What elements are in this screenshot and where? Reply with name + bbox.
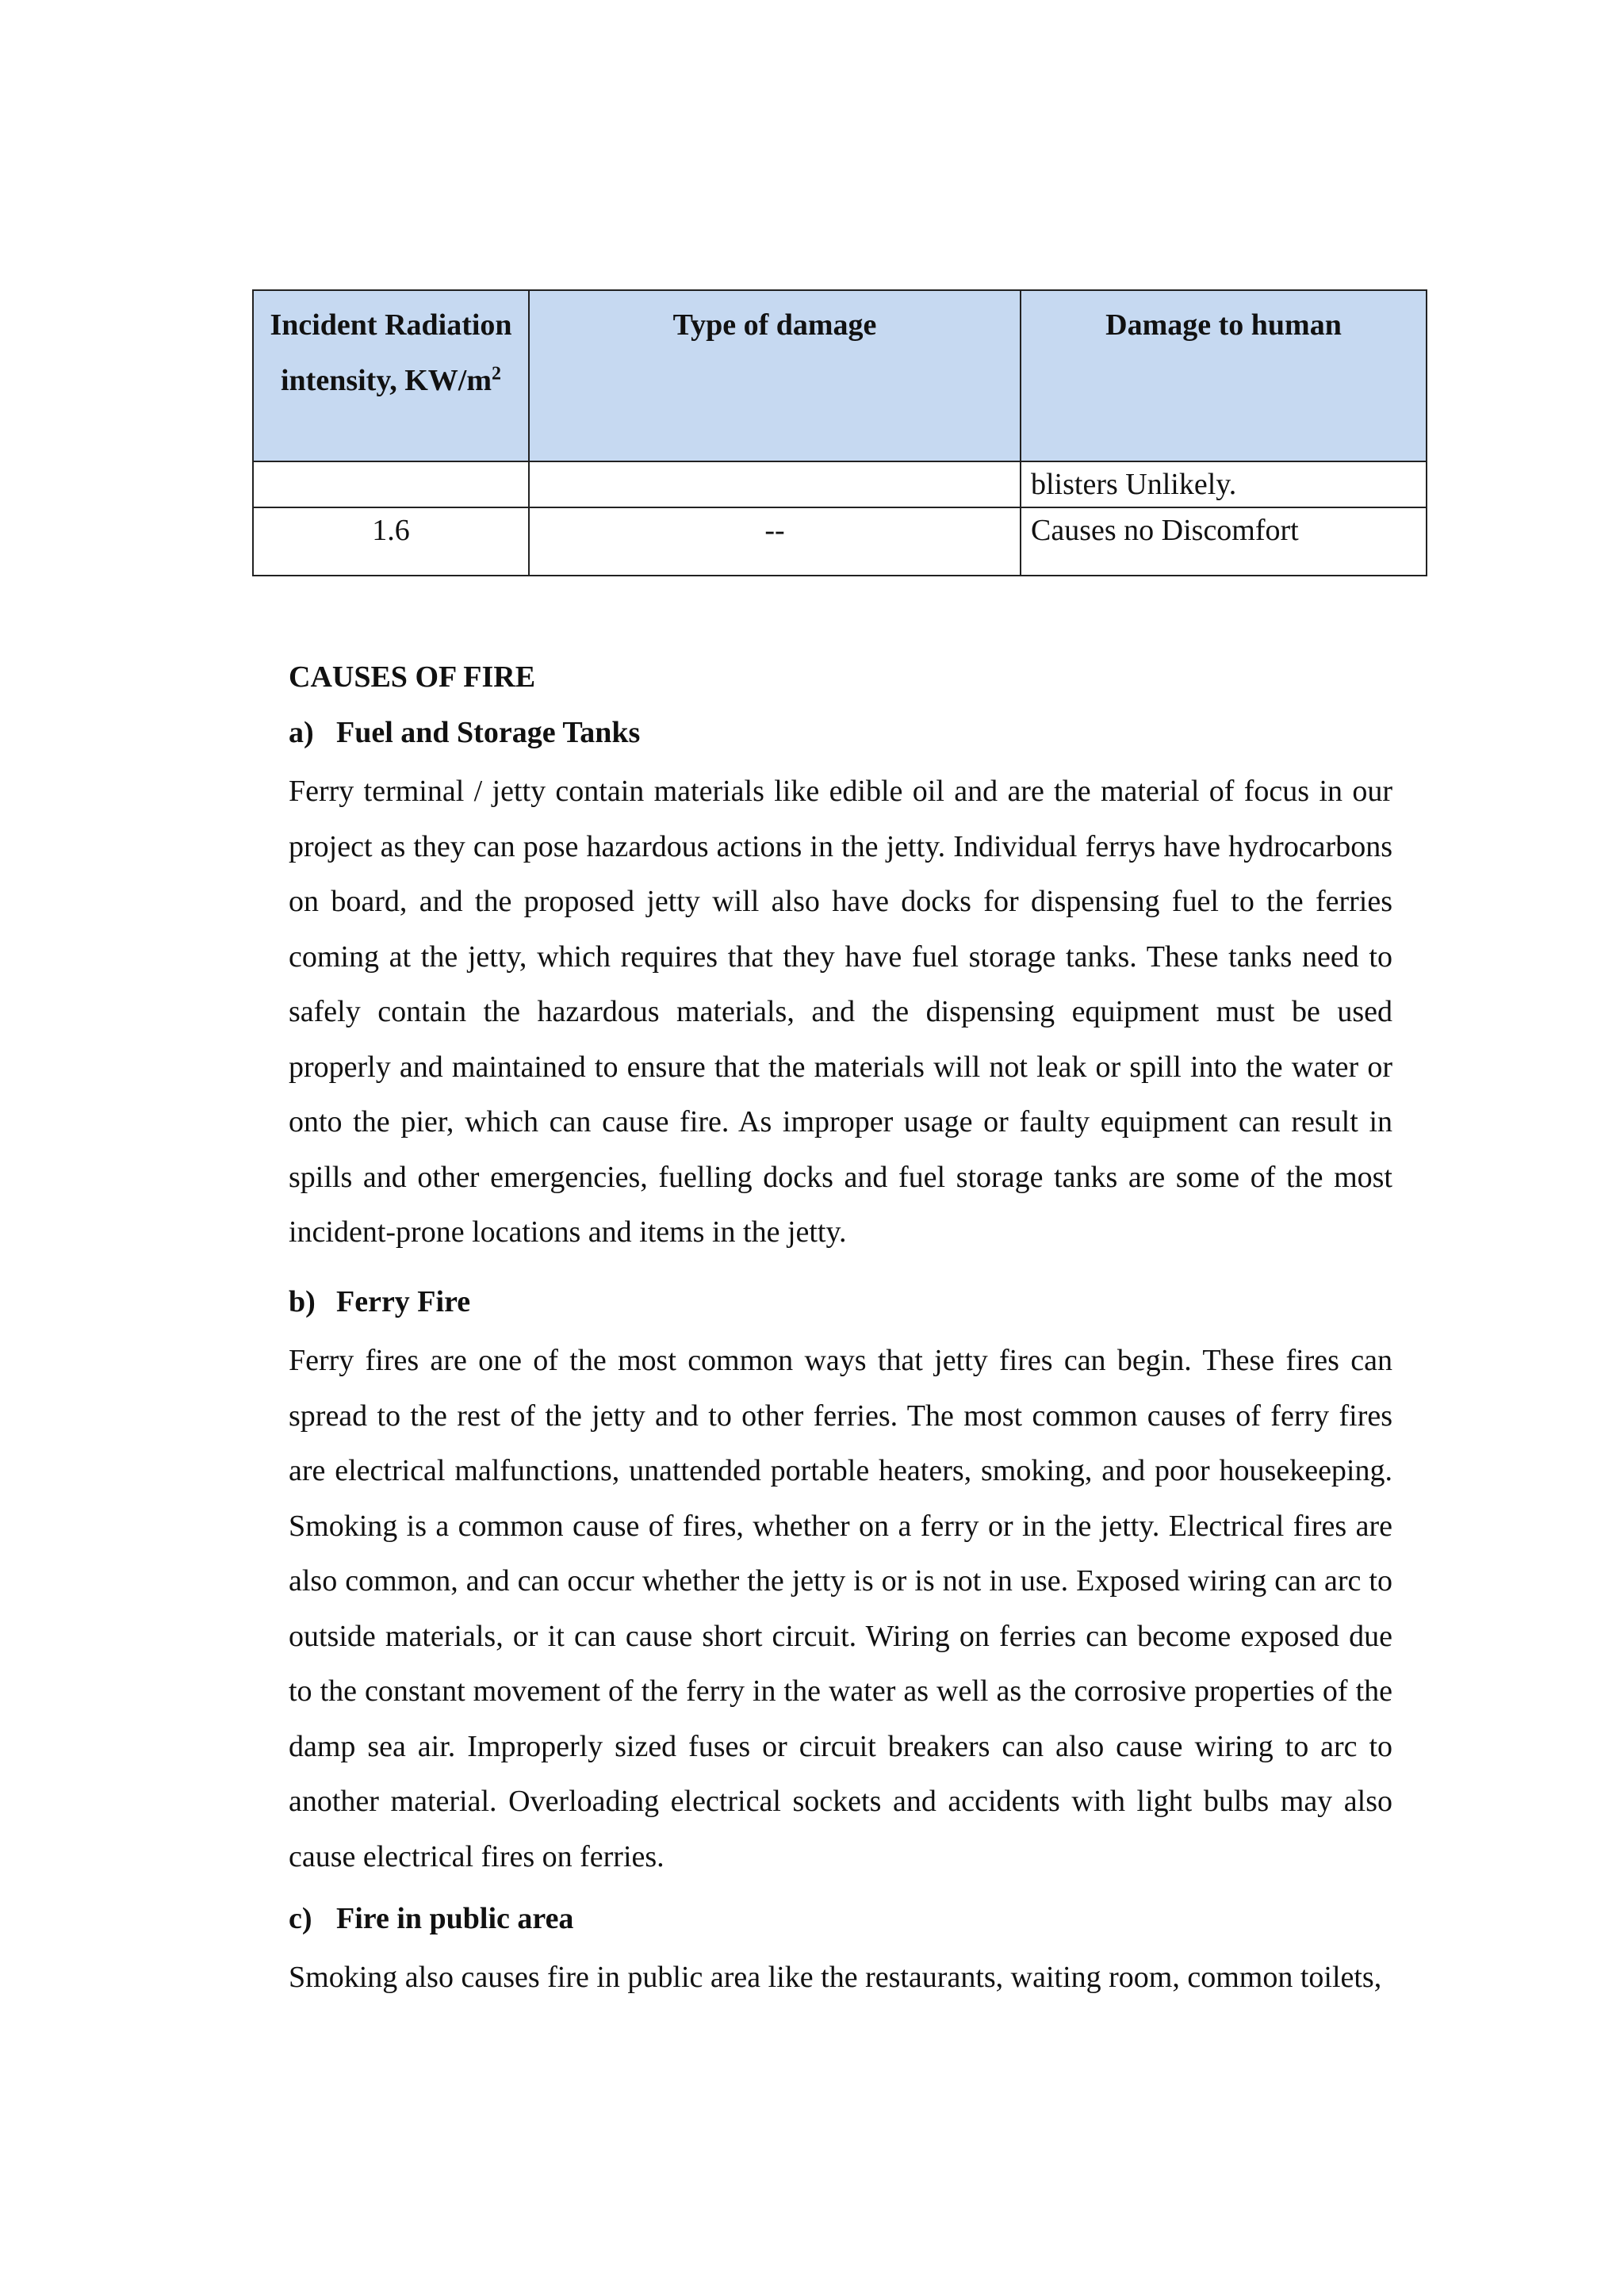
table-cell: blisters Unlikely. [1021, 461, 1427, 507]
radiation-damage-table [252, 289, 1427, 576]
subsection-label: c) [289, 1902, 312, 1935]
table-header-row [253, 290, 1427, 461]
table-cell: 1.6 [253, 507, 529, 576]
table-row [253, 461, 1427, 507]
subsection-title: Fuel and Storage Tanks [336, 716, 641, 749]
header-type-of-damage: Type of damage [529, 290, 1021, 461]
paragraph-a [289, 764, 1392, 1261]
subsection-title-c [289, 1901, 573, 1936]
header-damage-to-human: Damage to human [1021, 290, 1427, 461]
header-incident-radiation: Incident Radiation intensity, $KW/m^2$ [253, 290, 529, 461]
table-row [253, 507, 1427, 576]
subsection-label: a) [289, 716, 314, 749]
paragraph-text: Smoking also causes fire in public area like the restaurants, waiting room, common toilets, [289, 1961, 1382, 1994]
subsection-title-a [289, 715, 640, 750]
table-cell: -- [529, 507, 1021, 576]
paragraph-text: Ferry fires are one of the most common ways that jetty fires can begin. These fires can spread to the rest of the jetty and to other ferries. The most common causes of ferry fires are electrical malfunctions, unattended portable heaters, smoking, and poor housekeeping. Smoking is a common cause of fires, whether on a ferry or in the jetty. Electrical fires are also common, and can occur whether the jetty is or is not in use. Exposed wiring can arc to outside materials, or it can cause short circuit. Wiring on ferries can become exposed due to the constant movement of the ferry in the water as well as the corrosive properties of the damp sea air. Improperly sized fuses or circuit breakers can also cause wiring to arc to another material. Overloading electrical sockets and accidents with light bulbs may also cause electrical fires on ferries. [289, 1344, 1392, 1873]
subsection-title-b [289, 1284, 470, 1319]
paragraph-c [289, 1950, 1392, 2006]
section-heading: CAUSES OF FIRE [289, 660, 536, 694]
subsection-title: Fire in public area [336, 1902, 574, 1935]
subsection-title: Ferry Fire [336, 1285, 471, 1318]
table-cell [253, 461, 529, 507]
subsection-label: b) [289, 1285, 316, 1318]
paragraph-text: Ferry terminal / jetty contain materials like edible oil and are the material of focus in our project as they can pose hazardous actions in the jetty. Individual ferrys have hydrocarbons on board, and the proposed jetty will also have docks for dispensing fuel to the ferries coming at the jetty, which requires that they have fuel storage tanks. These tanks need to safely contain the hazardous materials, and the dispensing equipment must be used properly and maintained to ensure that the materials will not leak or spill into the water or onto the pier, which can cause fire. As improper usage or faulty equipment can result in spills and other emergencies, fuelling docks and fuel storage tanks are some of the most incident-prone locations and items in the jetty. [289, 775, 1392, 1249]
table-cell [529, 461, 1021, 507]
paragraph-b [289, 1334, 1392, 1885]
table-cell: Causes no Discomfort [1021, 507, 1427, 576]
